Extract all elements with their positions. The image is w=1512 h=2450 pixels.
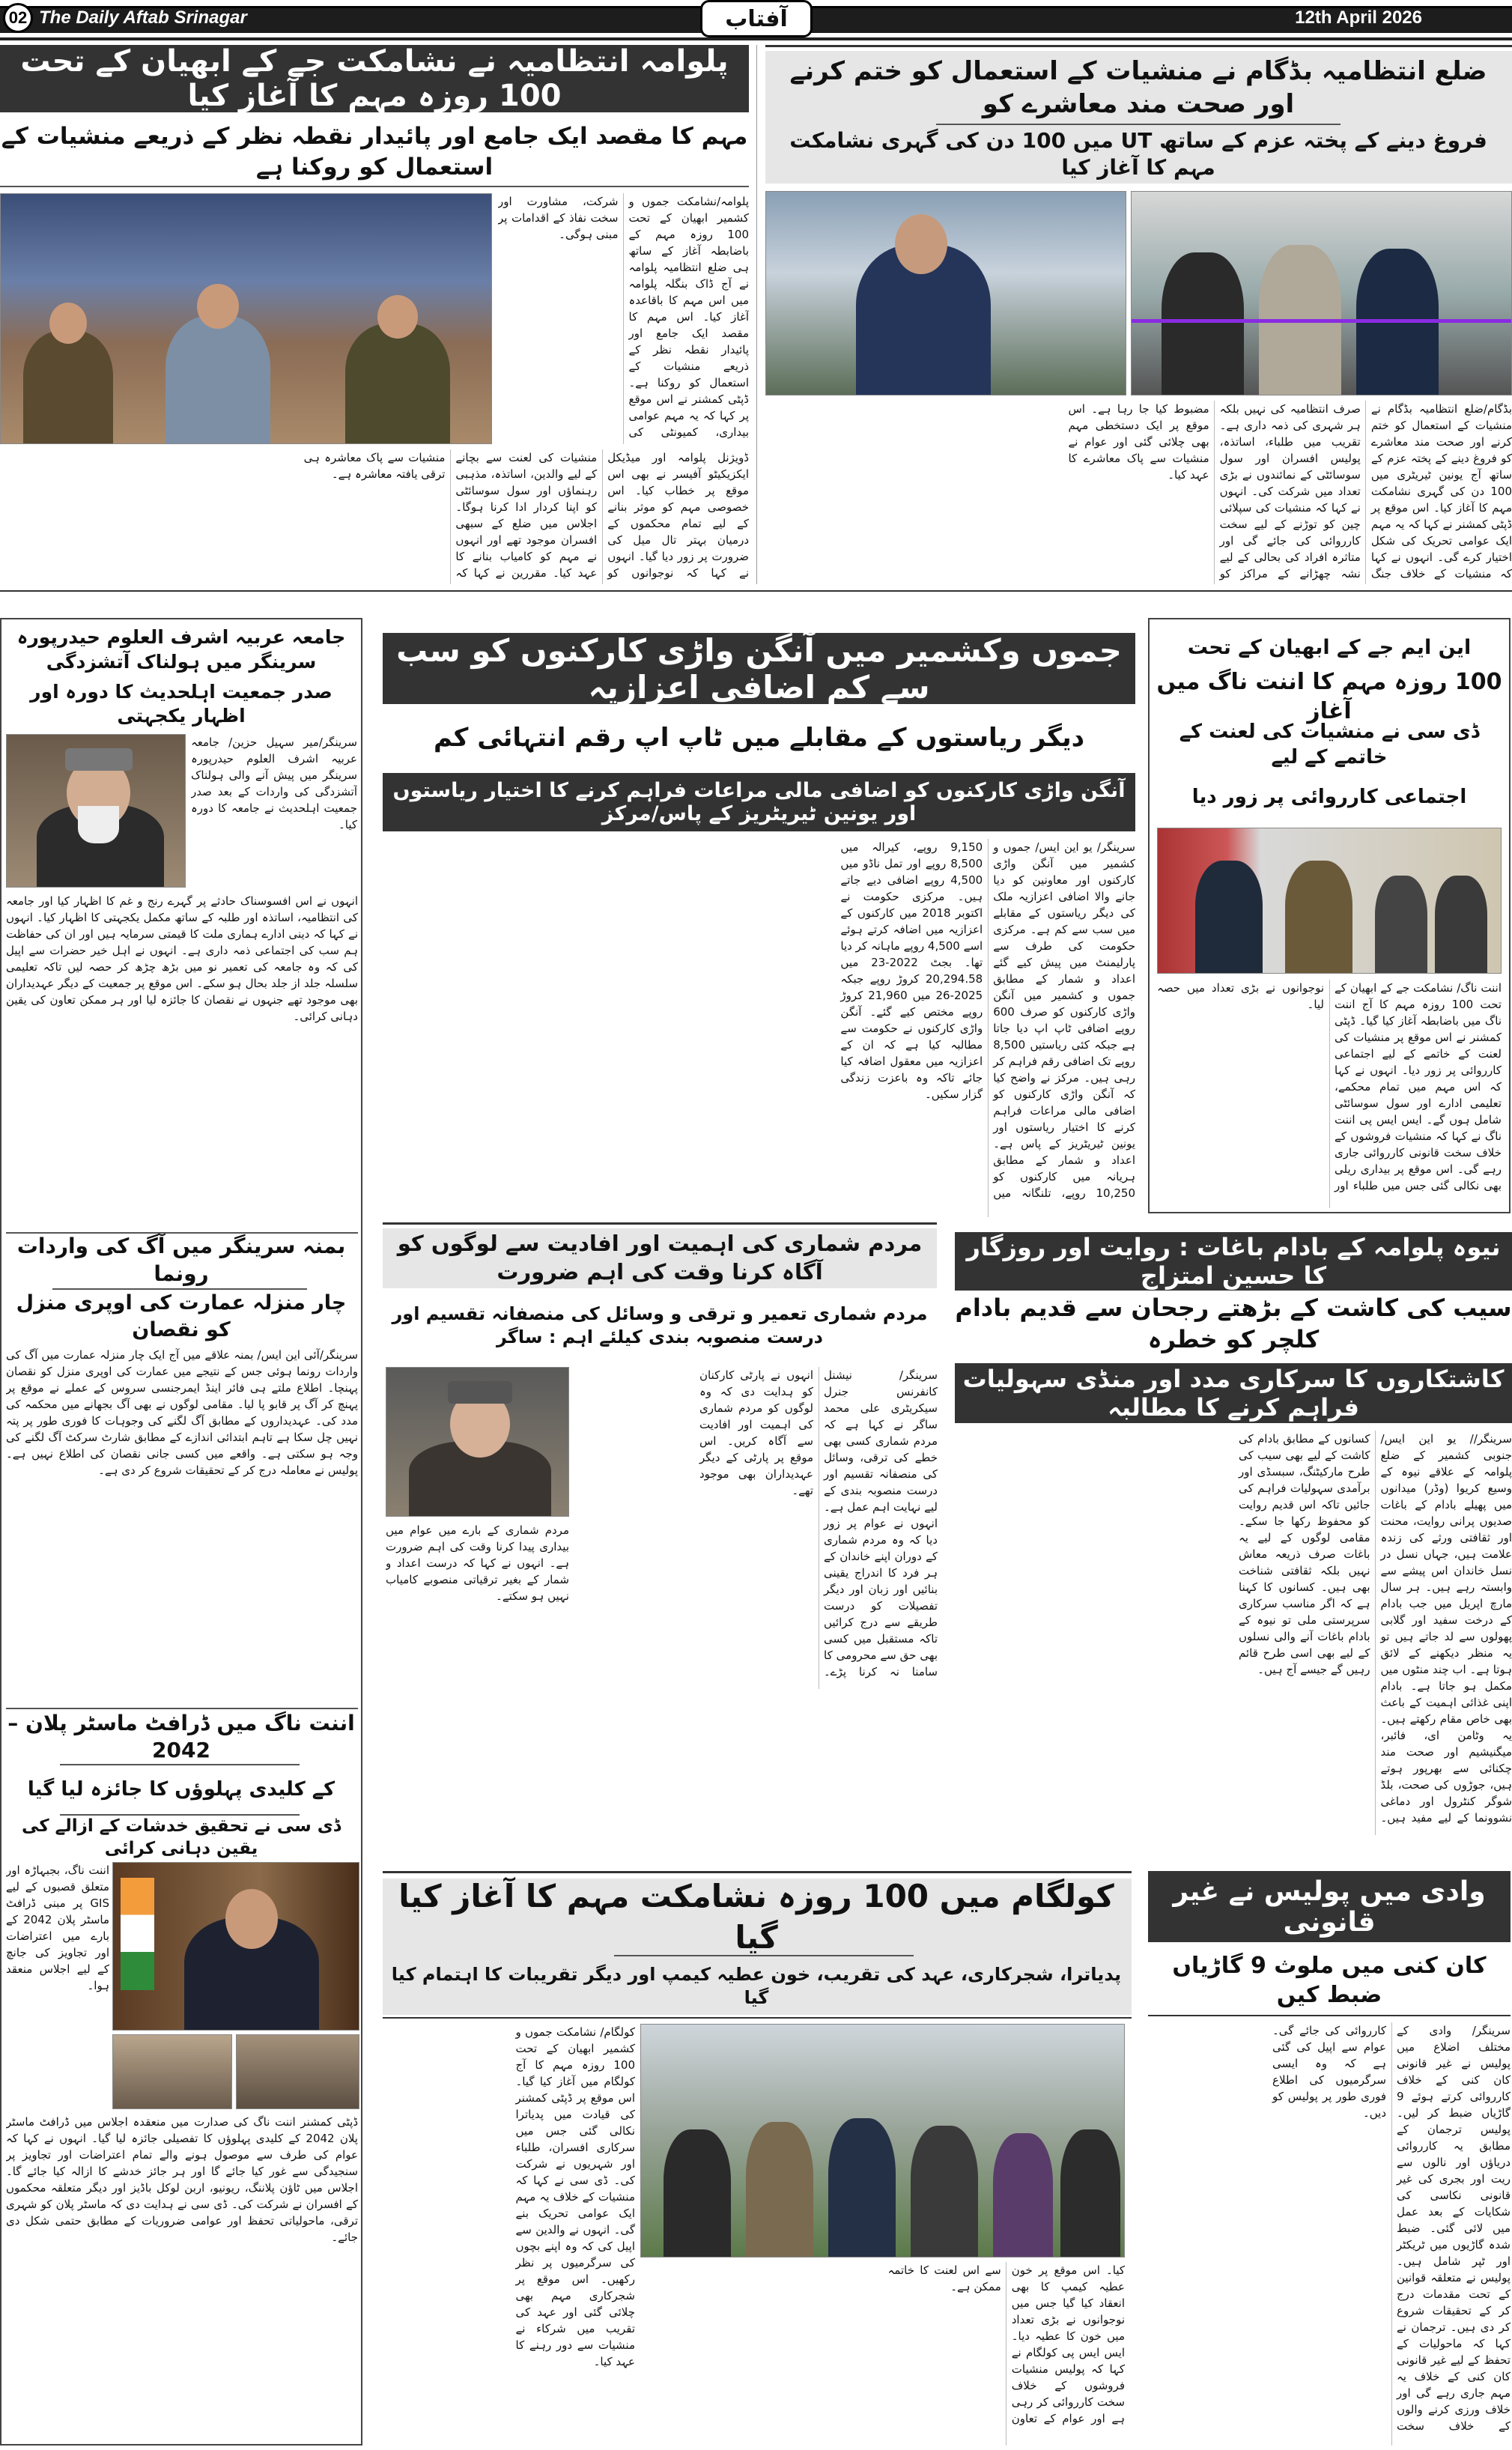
pulwama-body-a: پلوامہ/نشامکت جموں و کشمیر ابھیان کے تحت 100 روزہ مہم کے باضابطہ آغاز کے ساتھ ہی ضلع انتظامیہ پلوامہ نے آج ڈاک بنگلہ پلوامہ میں اس مہم کا باقاعدہ آغاز کیا۔ اس مہم کا مقصد ایک جامع اور پائیدار نقطہ نظر کے ذریعے منشیات کے استعمال کو روکنا ہے۔ ڈپٹی کمشنر نے اس موقع پر کہا کہ یہ مہم عوامی بیداری، کمیونٹی کی شرکت، مشاورت اور سخت نفاذ کے اقدامات پر مبنی ہوگی۔ (498, 195, 749, 439)
divider (614, 1955, 914, 1956)
mining-headline: وادی میں پولیس نے غیر قانونی (1148, 1871, 1511, 1942)
anantnag-plan-headline: اننت ناگ میں ڈرافٹ ماسٹر پلان – 2042 (7, 1710, 355, 1762)
divider (0, 186, 749, 187)
nmj-headline-2: 100 روزہ مہم کا اننت ناگ میں آغاز (1156, 669, 1502, 724)
divider (383, 2017, 1132, 2019)
jamia-portrait-photo (6, 734, 186, 888)
jamia-headline: جامعہ عربیہ اشرف العلوم حیدرپورہ سرینگر میں ہولناک آتشزدگی (16, 626, 346, 673)
mining-body: سرینگر/ وادی کے مختلف اضلاع میں پولیس نے غیر قانونی کان کنی کے خلاف کارروائی کرتے ہوئے 9 گاڑیاں ضبط کر لیں۔ پولیس ترجمان کے مطابق یہ کارروائی دریاؤں اور نالوں سے ریت اور بجری کی غیر قانونی نکاسی کی شکایات کے بعد عمل میں لائی گئی۔ ضبط شدہ گاڑیوں میں ٹریکٹر اور ٹپر شامل ہیں۔ پولیس نے متعلقہ قوانین کے تحت مقدمات درج کر کے تحقیقات شروع کر دی ہیں۔ ترجمان نے کہا کہ ماحولیات کے تحفظ کے لیے غیر قانونی کان کنی کے خلاف یہ مہم جاری رہے گی اور خلاف ورزی کرنے والوں کے خلاف سخت کارروائی کی جائے گی۔ عوام سے اپیل کی گئی ہے کہ وہ ایسی سرگرمیوں کی اطلاع فوری طور پر پولیس کو دیں۔ (1272, 2024, 1511, 2433)
page-number: 02 (3, 3, 33, 33)
anganwadi-body: سرینگر/ یو این ایس/ جموں و کشمیر میں آنگن واڑی کارکنوں اور معاونین کو دیا جانے والا اضافی اعزازیہ ملک کی دیگر ریاستوں کے مقابلے میں سب سے کم ہے۔ مرکزی حکومت کی طرف سے پارلیمنٹ میں پیش کیے گئے اعداد و شمار کے مطابق جموں و کشمیر میں آنگن واڑی کارکنوں کو صرف 600 روپے اضافی ٹاپ اپ دیا جاتا ہے جبکہ کئی ریاستیں 8,500 روپے تک اضافی رقم فراہم کر رہی ہیں۔ مرکز نے واضح کیا کہ آنگن واڑی کارکنوں کو اضافی مالی مراعات فراہم کرنے کا اختیار ریاستوں اور یونین ٹیریٹریز کے پاس ہے۔ اعداد و شمار کے مطابق ہریانہ میں کارکنوں کو 10,250 روپے، تلنگانہ میں 9,150 روپے، کیرالہ میں 8,500 روپے اور تمل ناڈو میں 4,500 روپے اضافی دیے جاتے ہیں۔ مرکزی حکومت نے اکتوبر 2018 میں کارکنوں کے اعزازیہ میں اضافہ کرتے ہوئے اسے 4,500 روپے ماہانہ کر دیا تھا۔ بجٹ 2022-23 میں 20,294.58 کروڑ روپے جبکہ 2025-26 میں 21,960 کروڑ روپے مختص کیے گئے۔ آنگن واڑی کارکنوں نے حکومت سے مطالبہ کیا ہے کہ ان کے اعزازیہ میں معقول اضافہ کیا جائے تاکہ وہ باعزت زندگی گزار سکیں۔ (840, 840, 1135, 1200)
almond-subheadline: سیب کی کاشت کے بڑھتے رجحان سے قدیم بادام کلچر کو خطرہ (955, 1293, 1512, 1353)
divider (765, 45, 1512, 47)
census-body-a: سرینگر/ نیشنل کانفرنس جنرل سیکریٹری علی محمد ساگر نے کہا ہے کہ مردم شماری کسی بھی خطے کی ترقی، وسائل کی منصفانہ تقسیم اور درست منصوبہ بندی کے لیے نہایت اہم عمل ہے۔ انہوں نے عوام پر زور دیا کہ وہ مردم شماری کے دوران اپنے خاندان کے ہر فرد کا اندراج یقینی بنائیں اور زبان اور دیگر تفصیلات کو درست طریقے سے درج کرائیں تاکہ مستقبل میں کسی بھی حق سے محرومی کا سامنا نہ کرنا پڑے۔ انہوں نے پارٹی کارکنان کو ہدایت دی کہ وہ لوگوں کو مردم شماری کی اہمیت اور افادیت سے آگاہ کریں۔ اس موقع پر پارٹی کے دیگر عہدیداران بھی موجود تھے۔ (699, 1368, 938, 1679)
divider (60, 1764, 300, 1765)
bemina-body: سرینگر/آئی این ایس/ بمنہ علاقے میں آج ایک چار منزلہ عمارت میں آگ کی واردات رونما ہوئی جس کے نتیجے میں عمارت کی اوپری منزل کو نقصان پہنچا۔ اطلاع ملتے ہی فائر اینڈ ایمرجنسی سروس کے عملے نے موقع پر پہنچ کر آگ پر قابو پا لیا۔ مقامی لوگوں نے بھی آگ بجھانے میں محکمہ کی مدد کی۔ عہدیداروں کے مطابق آگ لگنے کی وجوہات کا فوری طور پر پتہ نہیں چل سکا ہے تاہم ابتدائی اندازے کے مطابق شارٹ سرکٹ آگ لگنے کی وجہ ہو سکتی ہے۔ واقعے میں کسی جانی نقصان کی اطلاع نہیں ہے۔ پولیس نے معاملہ درج کر کے تحقیقات شروع کر دی ہے۔ (6, 1348, 358, 1477)
paper-name: The Daily Aftab Srinagar (39, 7, 247, 28)
census-body-b: مردم شماری کے بارے میں عوام میں بیداری پیدا کرنا وقت کی اہم ضرورت ہے۔ انہوں نے کہا کہ درست اعداد و شمار کے بغیر ترقیاتی منصوبے کامیاب نہیں ہو سکتے۔ (386, 1523, 569, 1603)
bemina-subheadline: چار منزلہ عمارت کی اوپری منزل کو نقصان (16, 1291, 347, 1341)
kulgam-body-a: کولگام/ نشامکت جموں و کشمیر ابھیان کے تحت 100 روزہ مہم کا آج کولگام میں آغاز کیا گیا۔ اس موقع پر ڈپٹی کمشنر کی قیادت میں پدیاترا نکالی گئی جس میں سرکاری افسران، طلباء اور شہریوں نے شرکت کی۔ ڈی سی نے کہا کہ منشیات کے خلاف یہ مہم ایک عوامی تحریک بنے گی۔ انہوں نے والدین سے اپیل کی کہ وہ اپنے بچوں کی سرگرمیوں پر نظر رکھیں۔ اس موقع پر شجرکاری مہم بھی چلائی گئی اور عہد کی تقریب میں شرکاء نے منشیات سے دور رہنے کا عہد کیا۔ (515, 2025, 635, 2368)
almond-body: سرینگر// یو این ایس/ جنوبی کشمیر کے ضلع پلوامہ کے علاقے نیوہ کے وسیع کریوا (وڈر) میدانوں میں پھیلے بادام کے باغات صدیوں پرانی روایت، محنت اور ثقافتی ورثے کی زندہ علامت ہیں، جہاں نسل در نسل خاندان اس پیشے سے وابستہ رہے ہیں۔ ہر سال مارچ اپریل میں جب بادام کے درخت سفید اور گلابی پھولوں سے لد جاتے ہیں تو یہ منظر دیکھنے کے لائق ہوتا ہے۔ اب چند منٹوں میں مکمل ہو جاتا ہے۔ بادام اپنی غذائی اہمیت کے باعث بھی خاص مقام رکھتے ہیں۔ یہ وٹامن ای، فائبر، میگنیشیم اور صحت مند چکنائی سے بھرپور ہوتے ہیں، جوڑوں کی صحت، بلڈ شوگر کنٹرول اور دماغی نشوونما کے لیے مفید ہیں۔ کسانوں کے مطابق بادام کی کاشت کے لیے بھی سیب کی طرح مارکیٹنگ، سبسڈی اور برآمدی سہولیات فراہم کی جائیں تاکہ اس قدیم روایت کو محفوظ رکھا جا سکے۔ مقامی لوگوں کے لیے یہ باغات صرف ذریعہ معاش نہیں بلکہ ثقافتی شناخت بھی ہیں۔ کسانوں کا کہنا ہے کہ اگر مناسب سرکاری سرپرستی ملی تو نیوہ کے بادام باغات آنے والی نسلوں کے لیے بھی اسی طرح قائم رہیں گے جیسے آج ہیں۔ (1239, 1432, 1512, 1825)
column-divider (756, 45, 757, 584)
divider (0, 590, 1512, 592)
dc-anantnag-photo (112, 1862, 359, 2031)
jamia-subheadline: صدر جمعیت اہلحدیث کا دورہ اور اظہار یکجہتی (30, 680, 333, 727)
divider (383, 1871, 1132, 1873)
budgam-headline: ضلع انتظامیہ بڈگام نے منشیات کے استعمال کو ختم کرنے اور صحت مند معاشرے کو (789, 55, 1487, 119)
anganwadi-subheadline: دیگر ریاستوں کے مقابلے میں ٹاپ اپ رقم انتہائی کم (433, 723, 1085, 754)
anantnag-plan-body-b: ڈپٹی کمشنر اننت ناگ کی صدارت میں منعقدہ اجلاس میں ڈرافٹ ماسٹر پلان 2042 کے کلیدی پہلوؤں کا تفصیلی جائزہ لیا گیا۔ انہوں نے کہا کہ عوام کی طرف سے موصول ہونے والے تمام اعتراضات اور تجاویز پر سنجیدگی سے غور کیا جائے گا اور ہر جائز خدشے کا ازالہ کیا جائے گا۔ اجلاس میں ٹاؤن پلاننگ، ریونیو، اربن لوکل باڈیز اور دیگر متعلقہ محکموں کے افسران نے شرکت کی۔ ڈی سی نے ہدایت دی کہ ماسٹر پلان کو شہری ترقی، ماحولیاتی تحفظ اور عوامی ضروریات کے مطابق حتمی شکل دی جائے۔ (6, 2115, 358, 2244)
header-rule (0, 37, 1512, 40)
anganwadi-subheadline-2: آنگن واڑی کارکنوں کو اضافی مالی مراعات فراہم کرنے کا اختیار ریاستوں اور یونین ٹیریٹریز کے پاس/مرکز (383, 773, 1135, 831)
pulwama-headline: پلوامہ انتظامیہ نے نشامکت جے کے ابھیان کے تحت 100 روزہ مہم کا آغاز کیا (0, 45, 749, 112)
pulwama-body-b: ڈویژنل پلوامہ اور میڈیکل ایکزیکیٹو آفیسر نے بھی اس موقع پر خطاب کیا۔ اس خصوصی مہم کو موثر بنانے کے لیے تمام محکموں کے درمیان بہتر تال میل کی ضرورت پر زور دیا گیا۔ انہوں نے کہا کہ نوجوانوں کو منشیات کی لعنت سے بچانے کے لیے والدین، اساتذہ، مذہبی رہنماؤں اور سول سوسائٹی کو اپنا کردار ادا کرنا ہوگا۔ اجلاس میں ضلع کے سبھی افسران موجود تھے اور انہوں نے مہم کو کامیاب بنانے کا عہد کیا۔ مقررین نے کہا کہ منشیات سے پاک معاشرہ ہی ترقی یافتہ معاشرہ ہے۔ (303, 451, 749, 580)
meeting-photo-1 (112, 2034, 232, 2109)
jamia-body-a: سرینگر/میر سہیل حزین/ جامعہ عربیہ اشرف العلوم حیدرپورہ سرینگر میں پیش آنے والی ہولناک آتشزدگی کی واردات کے بعد صدر جمعیت اہلحدیث نے جامعہ کا دورہ کیا۔ (191, 736, 357, 831)
budgam-ribbon-cutting-photo (1131, 191, 1512, 395)
nmj-body: اننت ناگ/ نشامکت جے کے ابھیان کے تحت 100 روزہ مہم کا آج اننت ناگ میں باضابطہ آغاز کیا گیا۔ ڈپٹی کمشنر نے اس موقع پر منشیات کی لعنت کے خاتمے کے لیے اجتماعی کارروائی پر زور دیا۔ انہوں نے کہا کہ اس مہم میں تمام محکمے، تعلیمی ادارے اور سول سوسائٹی شامل ہوں گے۔ ایس ایس پی اننت ناگ نے کہا کہ منشیات فروشوں کے خلاف سخت قانونی کارروائی جاری رہے گی۔ اس موقع پر بیداری ریلی بھی نکالی گئی جس میں طلباء اور نوجوانوں نے بڑی تعداد میں حصہ لیا۔ (1157, 981, 1502, 1192)
kulgam-pledge-photo (640, 2024, 1125, 2258)
divider (383, 1222, 937, 1225)
sagar-portrait-photo (386, 1367, 569, 1517)
nmj-headline-3: ڈی سی نے منشیات کی لعنت کے خاتمے کے لیے (1179, 721, 1480, 768)
almond-headline: نیوہ پلوامہ کے بادام باغات : روایت اور روزگار کا حسین امتزاج (955, 1232, 1512, 1291)
census-subheadline: مردم شماری تعمیر و ترقی و وسائل کی منصفانہ تقسیم اور درست منصوبہ بندی کیلئے اہم : ساگر (392, 1303, 928, 1347)
nmj-headline-4: اجتماعی کارروائی پر زور دیا (1191, 786, 1467, 809)
bemina-headline: بمنہ سرینگر میں آگ کی واردات رونما (16, 1234, 346, 1286)
budgam-subheadline: فروغ دینے کے پختہ عزم کے ساتھ UT میں 100 دن کی گہری نشامکت مہم کا آغاز کیا (789, 127, 1487, 180)
meeting-photo-2 (236, 2034, 359, 2109)
census-headline: مردم شماری کی اہمیت اور افادیت سے لوگوں کو آگاہ کرنا وقت کی اہم ضرورت (383, 1228, 937, 1288)
divider (936, 124, 1341, 125)
nmj-headline-1: این ایم جے کے ابھیان کے تحت (1187, 636, 1472, 660)
almond-subheadline-2: کاشتکاروں کا سرکاری مدد اور منڈی سہولیات فراہم کرنے کا مطالبہ (955, 1363, 1512, 1423)
kulgam-body-b: کیا۔ اس موقع پر خون عطیہ کیمپ کا بھی انعقاد کیا گیا جس میں نوجوانوں نے بڑی تعداد میں خون کا عطیہ دیا۔ ایس ایس پی کولگام نے کہا کہ پولیس منشیات فروشوں کے خلاف سخت کارروائی کر رہی ہے اور عوام کے تعاون سے اس لعنت کا خاتمہ ممکن ہے۔ (887, 2263, 1125, 2425)
issue-date: 12th April 2026 (1295, 7, 1422, 28)
budgam-body: بڈگام/ضلع انتظامیہ بڈگام نے منشیات کے استعمال کو ختم کرنے اور صحت مند معاشرے کو فروغ دینے کے پختہ عزم کے ساتھ آج یونین ٹیریٹری میں 100 دن کی گہری نشامکت مہم کا آغاز کیا۔ اس موقع پر ڈپٹی کمشنر نے کہا کہ یہ مہم ایک عوامی تحریک کی شکل اختیار کرے گی۔ انہوں نے کہا کہ منشیات کے خلاف جنگ صرف انتظامیہ کی نہیں بلکہ ہر شہری کی ذمہ داری ہے۔ تقریب میں طلباء، اساتذہ، پولیس افسران اور سول سوسائٹی کے نمائندوں نے بڑی تعداد میں شرکت کی۔ انہوں نے کہا کہ منشیات کی سپلائی چین کو توڑنے کے لیے سخت کارروائی کی جائے گی اور متاثرہ افراد کی بحالی کے لیے نشہ چھڑانے کے مراکز کو مضبوط کیا جا رہا ہے۔ اس موقع پر ایک دستخطی مہم بھی چلائی گئی اور عوام نے منشیات سے پاک معاشرے کا عہد کیا۔ (1068, 402, 1512, 580)
kulgam-subheadline: پدیاترا، شجرکاری، عہد کی تقریب، خون عطیہ کیمپ اور دیگر تقریبات کا اہتمام کیا گیا (391, 1963, 1122, 2008)
anantnag-plan-body-a: اننت ناگ، بجبہاڑہ اور متعلق قصبوں کے لیے GIS پر مبنی ڈرافٹ ماسٹر پلان 2042 کے بارے میں اعتراضات اور تجاویز کی جانچ کے لیے اجلاس منعقد ہوا۔ (6, 1864, 109, 1992)
divider (1148, 2015, 1511, 2016)
anganwadi-headline: جموں وکشمیر میں آنگن واڑی کارکنوں کو سب سے کم اضافی اعزازیہ (383, 633, 1135, 704)
pulwama-subheadline: مہم کا مقصد ایک جامع اور پائیدار نقطہ نظر کے ذریعے منشیات کے استعمال کو روکنا ہے (1, 123, 748, 181)
budgam-speaker-photo (765, 191, 1126, 395)
kulgam-headline: کولگام میں 100 روزہ نشامکت مہم کا آغاز کیا گیا (398, 1877, 1114, 1956)
pulwama-meeting-photo (0, 193, 492, 444)
anantnag-plan-subheadline: کے کلیدی پہلوؤں کا جائزہ لیا گیا (27, 1777, 336, 1801)
mining-subheadline: کان کنی میں ملوث 9 گاڑیاں ضبط کیں (1172, 1953, 1487, 2008)
newspaper-logo: آفتاب (700, 0, 813, 37)
nmj-launch-photo (1157, 828, 1502, 974)
anantnag-plan-subheadline-2: ڈی سی نے تحقیق خدشات کے ازالے کی یقین دہانی کرائی (21, 1816, 341, 1858)
jamia-body-b: انہوں نے اس افسوسناک حادثے پر گہرے رنج و غم کا اظہار کیا اور جامعہ کی انتظامیہ، اساتذہ اور طلبہ کے ساتھ مکمل یکجہتی کا اظہار کیا۔ انہوں نے کہا کہ دینی ادارے ہماری ملت کا قیمتی سرمایہ ہیں اور ان کی حفاظت ہم سب کی اجتماعی ذمہ داری ہے۔ انہوں نے اہل خیر حضرات سے اپیل کی کہ وہ جامعہ کی تعمیر نو میں بڑھ چڑھ کر حصہ لیں تاکہ تعلیمی سلسلہ جلد از جلد بحال ہو سکے۔ اس موقع پر جمعیت کے دیگر عہدیداران بھی موجود تھے جنہوں نے نقصان کا جائزہ لیا اور ہر ممکن تعاون کی یقین دہانی کرائی۔ (6, 894, 358, 1023)
